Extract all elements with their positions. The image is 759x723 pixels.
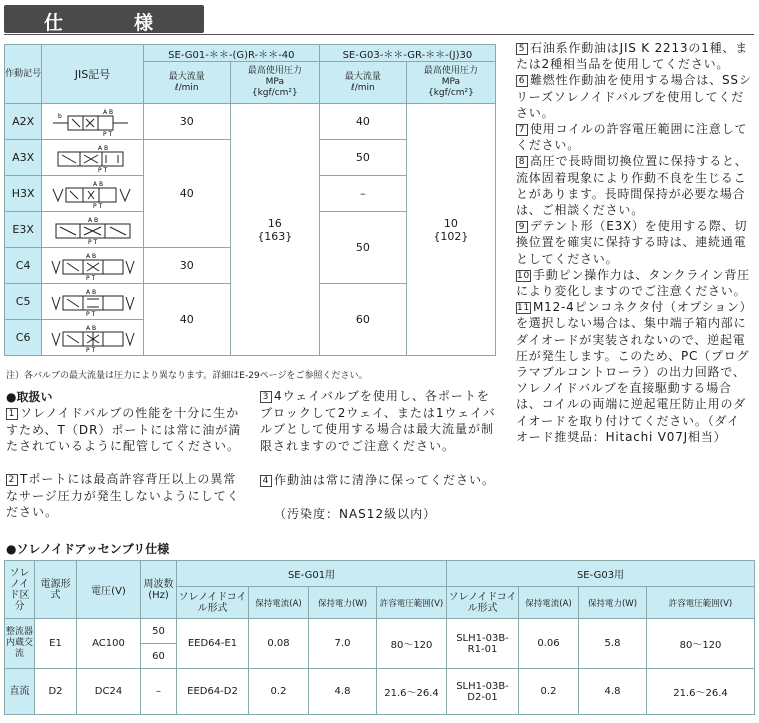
h-g03-current: 保持電流(A) [519,587,579,619]
jis-symbol-a3x [42,140,144,176]
solenoid-title: ●ソレノイドアッセンブリ仕様 [6,542,170,556]
svg-text:A B: A B [102,108,113,116]
h-g01: SE-G01用 [177,561,447,587]
col-action-header: 作動記号 [5,45,42,104]
dc-g03-current: 0.2 [519,669,579,715]
row-label-e3x: E3X [5,212,42,248]
svg-text:P T: P T [85,274,95,281]
g1-pressure-cell: 16 {163} [230,104,319,356]
row-label-c6: C6 [5,320,42,356]
h-g03-coil: ソレノイドコイル形式 [447,587,519,619]
ac-voltage: AC100 [77,619,141,669]
jis-symbol-h3x [42,176,144,212]
svg-text:A B: A B [85,288,96,296]
title-band [4,5,204,33]
contamination-note: （汚染度：NAS12級以内） [274,507,437,521]
ac-g01-watt: 7.0 [309,619,377,669]
dc-voltage: DC24 [77,669,141,715]
svg-text:A B: A B [97,144,108,152]
svg-text:A B: A B [85,252,96,260]
dc-g03-coil: SLH1-03B-D2-01 [447,669,519,715]
svg-text:P T: P T [92,202,102,209]
g2-pressure-header: 最高使用圧力 MPa {kgf/cm²} [406,62,495,104]
g2-pressure-cell: 10 {102} [406,104,495,356]
row-label-c5: C5 [5,284,42,320]
ac-g03-watt: 5.8 [579,619,647,669]
h-freq: 周波数(Hz) [141,561,177,619]
h-g01-range: 許容電圧範囲(V) [377,587,447,619]
ac-g03-current: 0.06 [519,619,579,669]
dc-g01-watt: 4.8 [309,669,377,715]
right-note-11: 11 M12-4ピンコネクタ付（オプション）を選択しない場合は、集中端子箱内部にダイオードが実装されないので、逆起電圧が発生します。このため、PC（プログラマブルコントローラ）の出力回路で、ソレノイドバルブを直接駆動する場合は、コイルの両端に逆起電圧防止用のダイオードを取り付けてください。（ダイオード推奨品：Hitachi V07J相当） [516,300,750,444]
dc-g03-watt: 4.8 [579,669,647,715]
jis-symbol-c5 [42,284,144,320]
row-label-a3x: A3X [5,140,42,176]
ac-power: E1 [35,619,77,669]
g1-flow-a3x-e3x: 40 [143,140,230,248]
g1-flow-header: 最大流量 ℓ/min [143,62,230,104]
row-label-c4: C4 [5,248,42,284]
h-g01-watt: 保持電力(W) [309,587,377,619]
handling-note-3: 3 4ウェイバルブを使用し、各ポートをブロックして2ウェイ、または1ウェイバルブとして使用する場合は最大流量が制限されますのでご注意ください。 [260,389,496,453]
svg-text:A B: A B [87,216,98,224]
h-g03-range: 許容電圧範囲(V) [647,587,755,619]
g2-flow-e3x-c4: 50 [319,212,406,284]
ac-g01-current: 0.08 [249,619,309,669]
flow-note: 注）各バルブの最大流量は圧力により異なります。詳細はE-29ページをご参照ください。 [6,371,368,381]
g1-flow-c4: 30 [143,248,230,284]
group2-header: SE-G03-＊＊-GR-＊＊-(J)30 [319,45,495,62]
g1-flow-c5-c6: 40 [143,284,230,356]
svg-text:P T: P T [85,310,95,317]
svg-text:P T: P T [87,238,97,245]
row-label-h3x: H3X [5,176,42,212]
dc-g01-coil: EED64-D2 [177,669,249,715]
handling-note-4: 4 作動油は常に清浄に保ってください。 [260,472,500,489]
jis-symbol-c4 [42,248,144,284]
ac-g01-coil: EED64-E1 [177,619,249,669]
svg-text:P T: P T [102,130,112,137]
svg-text:A B: A B [85,324,96,332]
row-label-a2x: A2X [5,104,42,140]
title-rule [4,34,754,35]
ac-g03-range: 80～120 [647,619,755,669]
right-note-8: 8 高圧で長時間切換位置に保持すると、流体固着現象により作動不良を生じることがあります。長時間保持が必要な場合は、ご相談ください。 [516,154,748,218]
dc-class: 直流 [5,669,35,715]
dc-g03-range: 21.6～26.4 [647,669,755,715]
h-g03-watt: 保持電力(W) [579,587,647,619]
h-class: ソレノイド区分 [5,561,35,619]
g2-flow-h3x: – [319,176,406,212]
col-jis-header: JIS記号 [42,45,144,104]
dc-freq: – [141,669,177,715]
ac-freq-60: 60 [141,644,177,669]
ac-class: 整流器内蔵交流 [5,619,35,669]
g1-flow-a2x: 30 [143,104,230,140]
g2-flow-a2x: 40 [319,104,406,140]
svg-text:P T: P T [85,346,95,353]
g1-pressure-header: 最高使用圧力 MPa {kgf/cm²} [230,62,319,104]
dc-g01-current: 0.2 [249,669,309,715]
h-power: 電源形式 [35,561,77,619]
spec-table [4,44,496,356]
jis-symbol-c6 [42,320,144,356]
right-note-10: 10 手動ピン操作力は、タンクライン背圧により変化しますのでご注意ください。 [516,267,751,299]
handling-title: ●取扱い [6,390,53,404]
h-g01-current: 保持電流(A) [249,587,309,619]
dc-power: D2 [35,669,77,715]
h-g01-coil: ソレノイドコイル形式 [177,587,249,619]
group1-header: SE-G01-＊＊-(G)R-＊＊-40 [143,45,319,62]
right-note-9: 9 デテント形（E3X）を使用する際、切換位置を確実に保持する時は、連続通電としてください。 [516,219,748,266]
page-title: 仕 様 [44,12,180,34]
ac-g03-coil: SLH1-03B-R1-01 [447,619,519,669]
svg-text:A B: A B [92,180,103,188]
svg-text:b: b [57,112,62,120]
h-voltage: 電圧(V) [77,561,141,619]
g2-flow-header: 最大流量 ℓ/min [319,62,406,104]
right-note-5: 5 石油系作動油はJIS K 2213の1種、または2種相当品を使用してください。 [516,41,748,72]
right-note-7: 7 使用コイルの許容電圧範囲に注意してください。 [516,122,748,153]
g2-flow-c5-c6: 60 [319,284,406,356]
dc-g01-range: 21.6～26.4 [377,669,447,715]
handling-note-1: 1 ソレノイドバルブの性能を十分に生かすため、T（DR）ポートには常に油が満たされているように配管してください。 [6,406,242,453]
svg-text:P T: P T [97,166,107,173]
h-g03: SE-G03用 [447,561,755,587]
right-notes [516,40,752,445]
jis-symbol-a2x [42,104,144,140]
g2-flow-a3x: 50 [319,140,406,176]
right-note-6: 6 難燃性作動油を使用する場合は、SSシリーズソレノイドバルブを使用してください。 [516,73,752,120]
handling-note-2: 2 Tポートには最高許容背圧以上の異常なサージ圧力が発生しないようにしてください。 [6,472,240,519]
jis-symbol-e3x [42,212,144,248]
solenoid-table [4,560,755,715]
ac-g01-range: 80～120 [377,619,447,669]
ac-freq-50: 50 [141,619,177,644]
